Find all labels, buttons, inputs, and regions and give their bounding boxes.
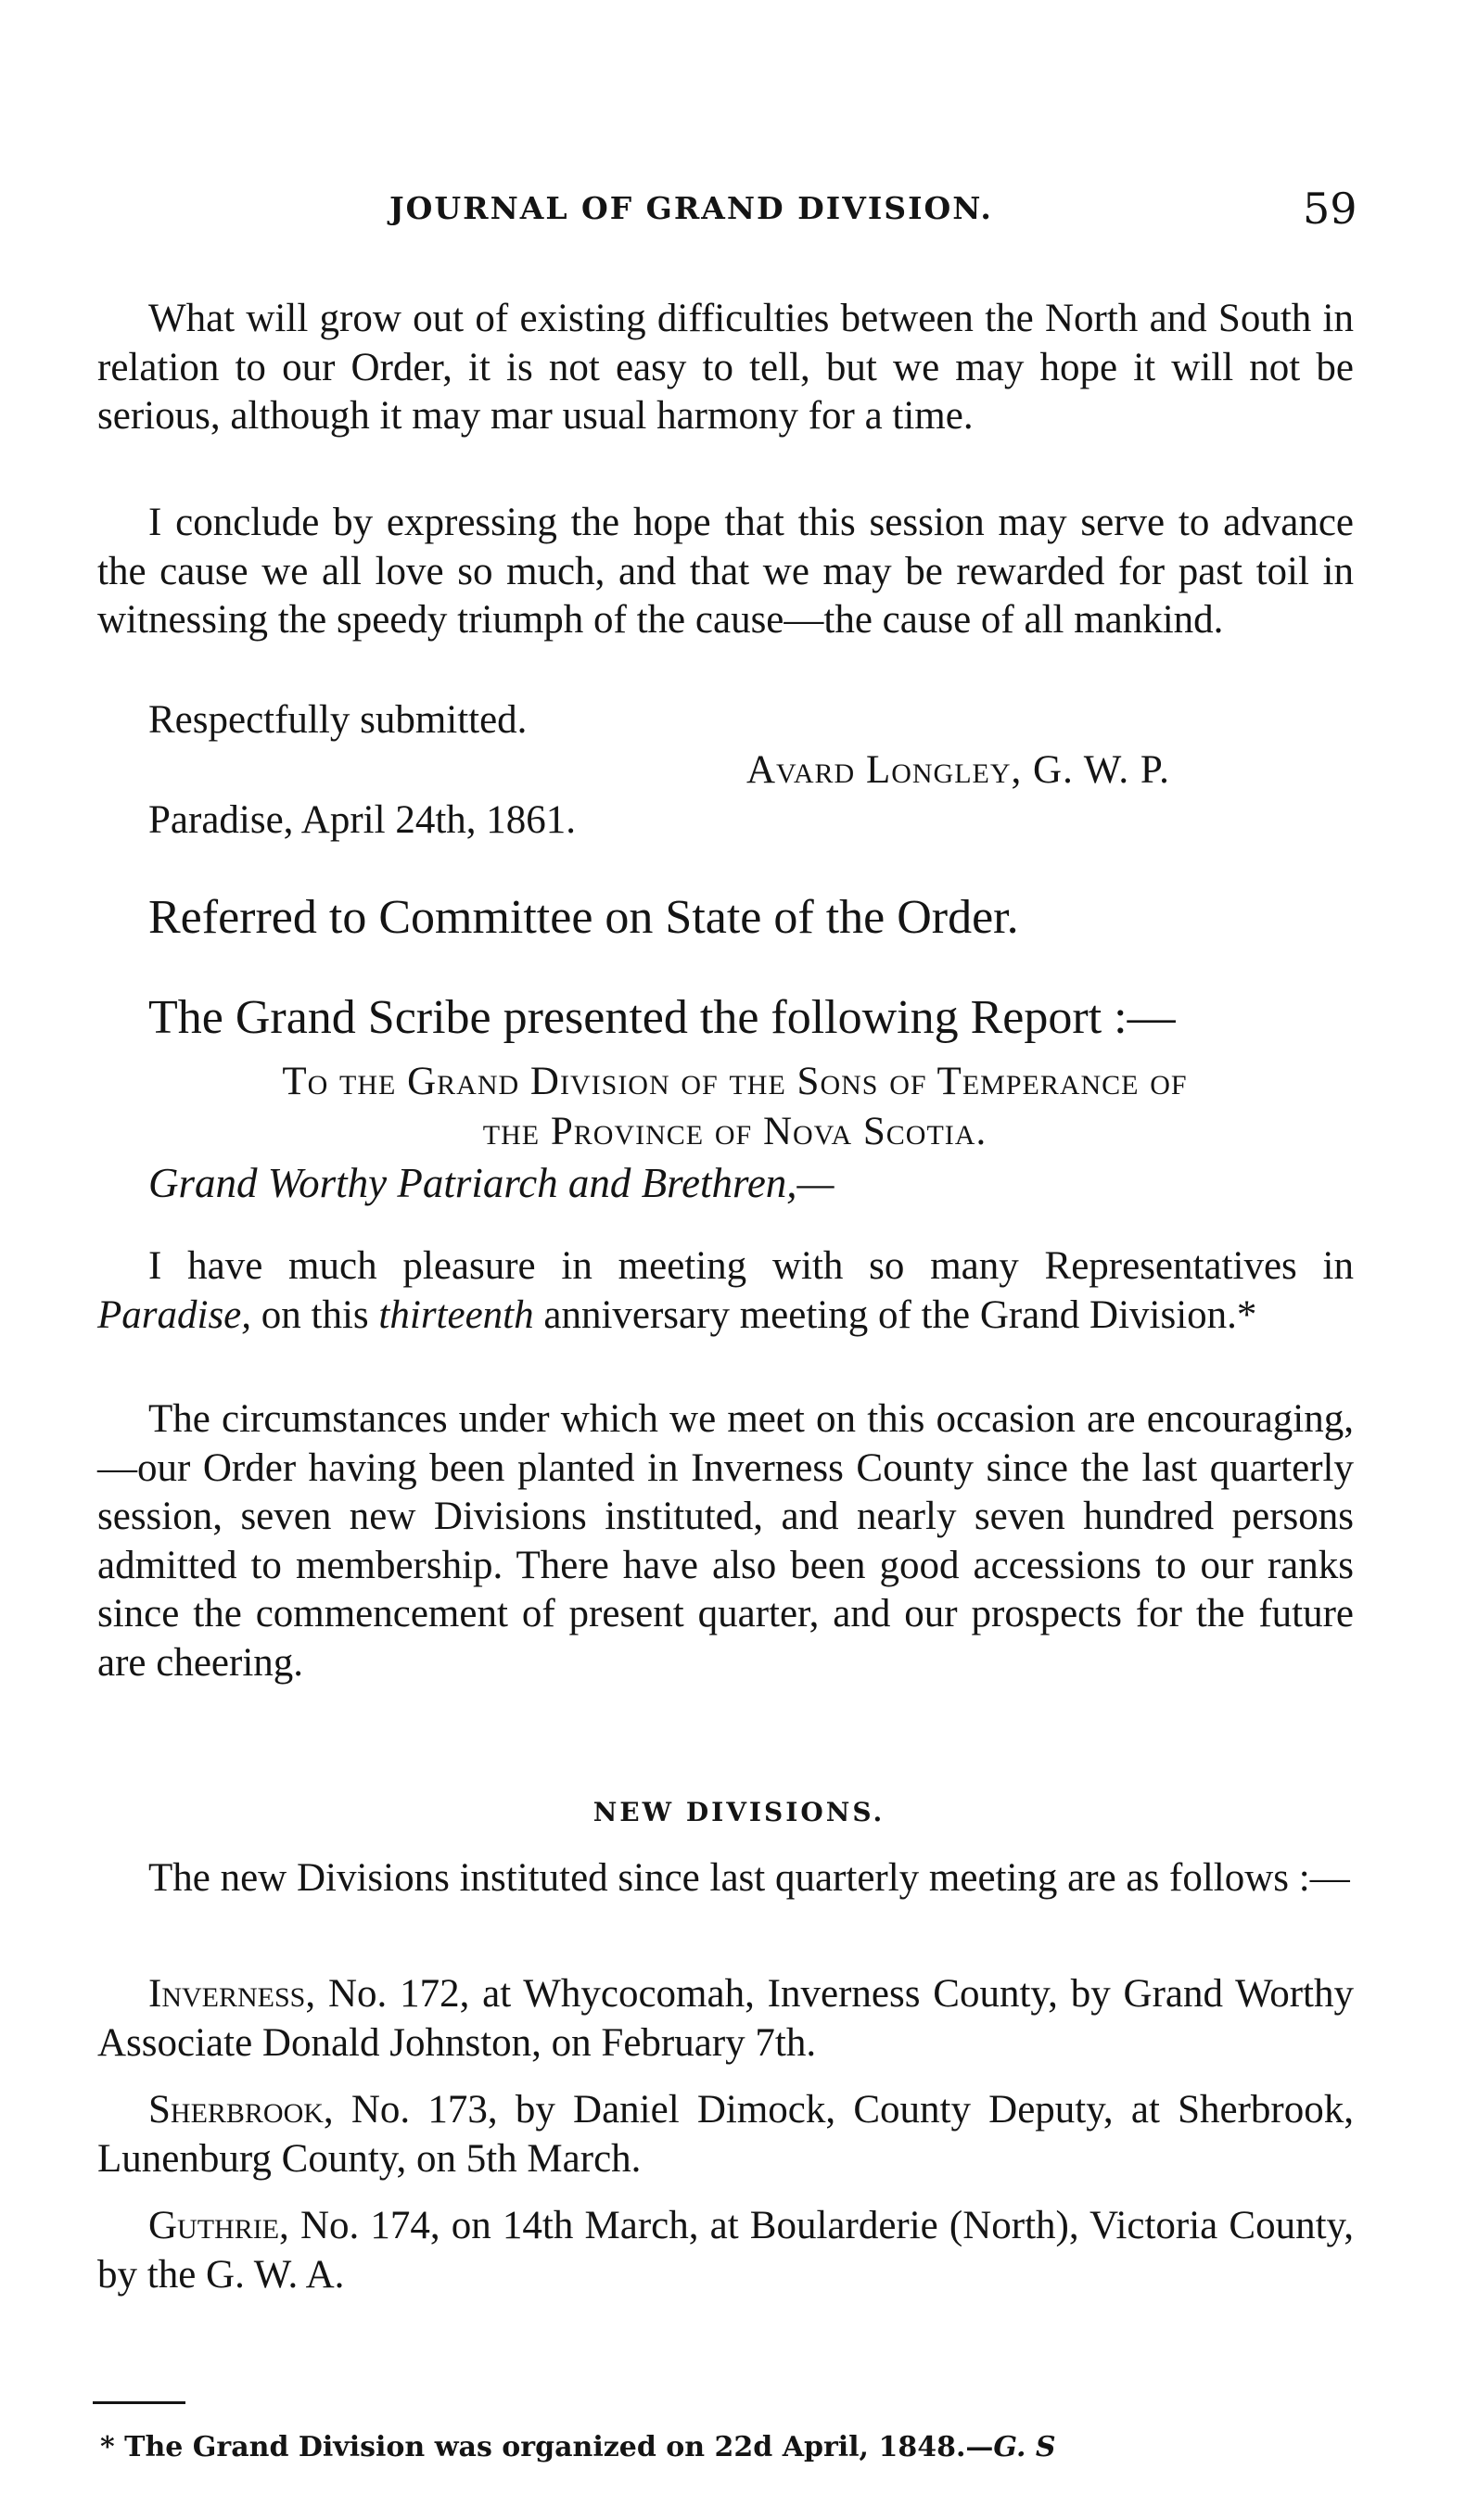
paragraph-conclusion: I conclude by expressing the hope that this session may serve to advance the cause we all love so much, and that we may be rewarded for past toil in witnessing the speedy triumph of the cause—the cause of all mankind.	[97, 501, 1354, 642]
para3-text-a: I have much pleasure in meeting with so many Representatives in	[148, 1244, 1354, 1288]
grand-scribe-report-intro: The Grand Scribe presented the following Report :—	[148, 991, 1176, 1044]
salutation: Grand Worthy Patriarch and Brethren,—	[148, 1160, 835, 1206]
division-text-guthrie: No. 174, on 14th March, at Boularderie (North), Victoria County, by the G. W. A.	[97, 2204, 1354, 2297]
division-text-inverness: No. 172, at Whycocomah, Inverness County, by Grand Worthy Associate Donald Johnston, on February 7th.	[97, 1972, 1354, 2065]
division-name-inverness: Inverness,	[148, 1972, 316, 2016]
para3-paradise: Paradise,	[97, 1292, 252, 1337]
footnote-text: * The Grand Division was organized on 22d April, 1848.—	[100, 2431, 994, 2463]
report-address-line-2: the Province of Nova Scotia.	[482, 1110, 987, 1153]
para3-text-c: anniversary meeting of the Grand Division.*	[533, 1292, 1257, 1337]
referred-to-committee: Referred to Committee on State of the Order.	[148, 891, 1019, 944]
division-entry-sherbrook	[97, 2086, 1354, 2183]
division-entry-inverness	[97, 1970, 1354, 2068]
para3-thirteenth: thirteenth	[378, 1292, 534, 1337]
section-heading-new-divisions: NEW DIVISIONS.	[592, 1797, 886, 1827]
dateline: Paradise, April 24th, 1861.	[148, 798, 577, 842]
footnote-initials: G. S	[993, 2431, 1056, 2463]
paragraph-circumstances: The circumstances under which we meet on this occasion are encouraging,—our Order having been planted in Inverness County since the last quarterly session, seven new Divisions instituted, and nearly seven hundred persons admitted to membership. There have also been good accessions to our ranks since the commencement of present quarter, and our prospects for the future are cheering.	[97, 1397, 1354, 1685]
paragraph-representatives	[97, 1242, 1354, 1340]
signature: Avard Longley, G. W. P.	[746, 748, 1170, 792]
page-number: 59	[1303, 184, 1357, 234]
footnote-divider	[93, 2401, 185, 2404]
running-header: JOURNAL OF GRAND DIVISION.	[389, 190, 993, 226]
division-name-sherbrook: Sherbrook,	[148, 2088, 334, 2132]
paragraph-north-south: What will grow out of existing difficulties between the North and South in relation to our Order, it is not easy to tell, but we may hope it will not be serious, although it may mar usual harmony for a time.	[97, 297, 1354, 438]
division-text-sherbrook: No. 173, by Daniel Dimock, County Deputy, at Sherbrook, Lunenburg County, on 5th March.	[97, 2088, 1354, 2181]
closing-respectfully: Respectfully submitted.	[148, 698, 528, 742]
report-address-line-1: To the Grand Division of the Sons of Temperance of	[282, 1060, 1188, 1103]
footnote	[100, 2431, 1056, 2463]
paragraph-new-divisions-intro: The new Divisions instituted since last quarterly meeting are as follows :—	[148, 1856, 1350, 1900]
division-name-guthrie: Guthrie,	[148, 2204, 289, 2247]
para3-text-b: on this	[251, 1292, 379, 1337]
division-entry-guthrie	[97, 2202, 1354, 2299]
